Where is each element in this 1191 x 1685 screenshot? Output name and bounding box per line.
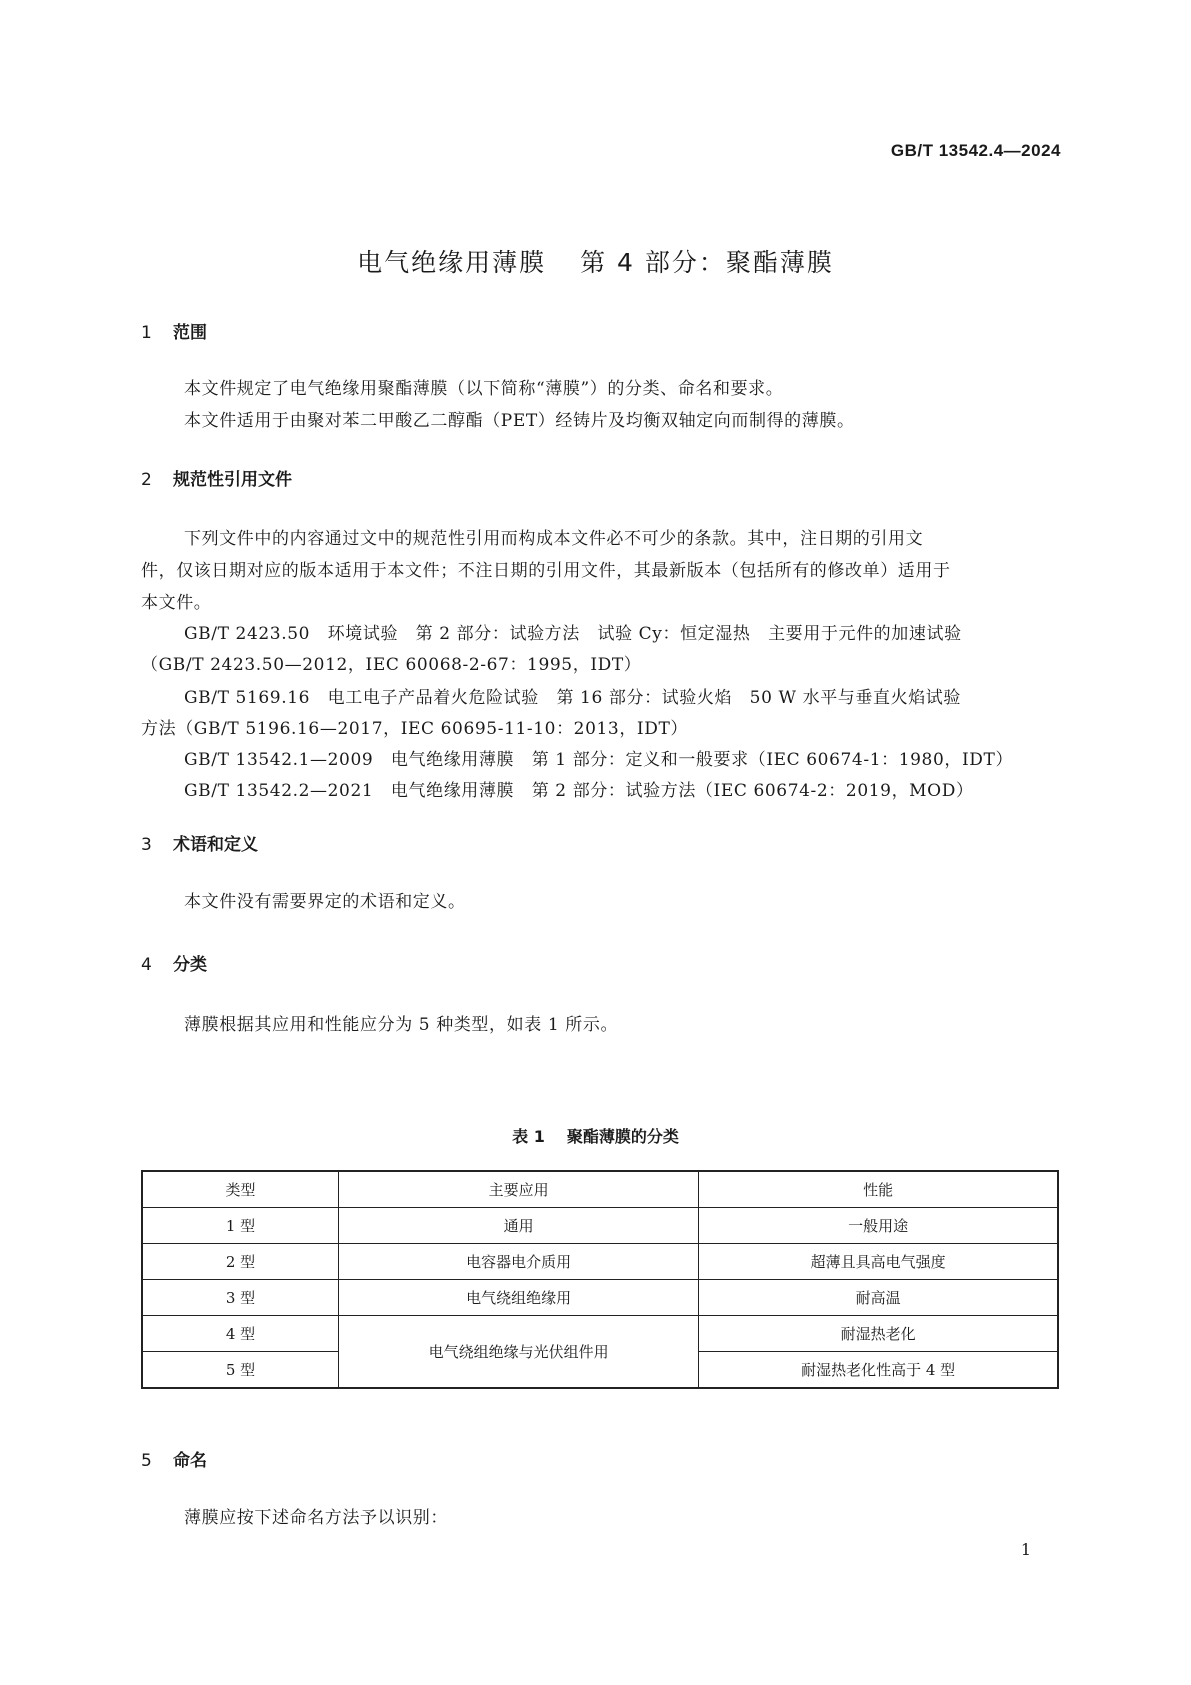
references-intro-line-3: 本文件。 <box>141 593 212 613</box>
table-cell: 耐湿热老化性高于 4 型 <box>699 1352 1058 1389</box>
table-header-row <box>142 1171 1058 1208</box>
document-title <box>0 243 1191 279</box>
designation-paragraph: 薄膜应按下述命名方法予以识别： <box>184 1508 448 1528</box>
section-heading-designation: 5 命名 <box>141 1451 207 1471</box>
section-heading-scope: 1 范围 <box>141 323 207 343</box>
title-main: 电气绝缘用薄膜 <box>357 248 547 277</box>
table-cell: 电容器电介质用 <box>339 1244 699 1280</box>
table-header-cell: 性能 <box>699 1171 1058 1208</box>
table-cell: 耐湿热老化 <box>699 1316 1058 1352</box>
title-part: 第 4 部分：聚酯薄膜 <box>580 248 834 277</box>
scope-paragraph-1: 本文件规定了电气绝缘用聚酯薄膜（以下简称“薄膜”）的分类、命名和要求。 <box>184 379 784 399</box>
table-header-cell: 主要应用 <box>339 1171 699 1208</box>
table-cell: 4 型 <box>142 1316 339 1352</box>
section-heading-classification: 4 分类 <box>141 955 207 975</box>
classification-table <box>141 1170 1059 1389</box>
page-number: 1 <box>1020 1540 1031 1559</box>
table-row <box>142 1280 1058 1316</box>
reference-item: GB/T 2423.50 环境试验 第 2 部分：试验方法 试验 Cy：恒定湿热 主要用于元件的加速试验 <box>184 624 962 644</box>
classification-paragraph: 薄膜根据其应用和性能应分为 5 种类型，如表 1 所示。 <box>184 1015 619 1035</box>
table-cell-merged: 电气绕组绝缘与光伏组件用 <box>339 1316 699 1389</box>
references-intro-line-2: 件，仅该日期对应的版本适用于本文件；不注日期的引用文件，其最新版本（包括所有的修改单）适用于 <box>141 561 951 581</box>
table-row <box>142 1208 1058 1244</box>
table-row <box>142 1244 1058 1280</box>
reference-item-continuation: 方法（GB/T 5196.16—2017，IEC 60695-11-10：2013，IDT） <box>141 719 689 739</box>
scope-paragraph-2: 本文件适用于由聚对苯二甲酸乙二醇酯（PET）经铸片及均衡双轴定向而制得的薄膜。 <box>184 411 855 431</box>
table-cell: 一般用途 <box>699 1208 1058 1244</box>
references-intro-line-1: 下列文件中的内容通过文中的规范性引用而构成本文件必不可少的条款。其中，注日期的引用文 <box>184 529 924 549</box>
table-cell: 耐高温 <box>699 1280 1058 1316</box>
table-cell: 2 型 <box>142 1244 339 1280</box>
table-cell: 电气绕组绝缘用 <box>339 1280 699 1316</box>
reference-item-continuation: （GB/T 2423.50—2012，IEC 60068-2-67：1995，IDT） <box>141 655 642 675</box>
table-cell: 通用 <box>339 1208 699 1244</box>
terms-paragraph: 本文件没有需要界定的术语和定义。 <box>184 892 466 912</box>
standard-number: GB/T 13542.4—2024 <box>890 141 1061 160</box>
table-cell: 1 型 <box>142 1208 339 1244</box>
table-cell: 5 型 <box>142 1352 339 1389</box>
reference-item: GB/T 13542.1—2009 电气绝缘用薄膜 第 1 部分：定义和一般要求（IEC 60674-1：1980，IDT） <box>184 750 1014 770</box>
table-cell: 超薄且具高电气强度 <box>699 1244 1058 1280</box>
table-cell: 3 型 <box>142 1280 339 1316</box>
reference-item: GB/T 13542.2—2021 电气绝缘用薄膜 第 2 部分：试验方法（IEC 60674-2：2019，MOD） <box>184 781 974 801</box>
section-heading-normative-references: 2 规范性引用文件 <box>141 470 292 490</box>
table-caption: 表 1 聚酯薄膜的分类 <box>512 1127 679 1146</box>
reference-item: GB/T 5169.16 电工电子产品着火危险试验 第 16 部分：试验火焰 50 W 水平与垂直火焰试验 <box>184 688 961 708</box>
section-heading-terms: 3 术语和定义 <box>141 835 258 855</box>
table-row <box>142 1316 1058 1352</box>
table-header-cell: 类型 <box>142 1171 339 1208</box>
